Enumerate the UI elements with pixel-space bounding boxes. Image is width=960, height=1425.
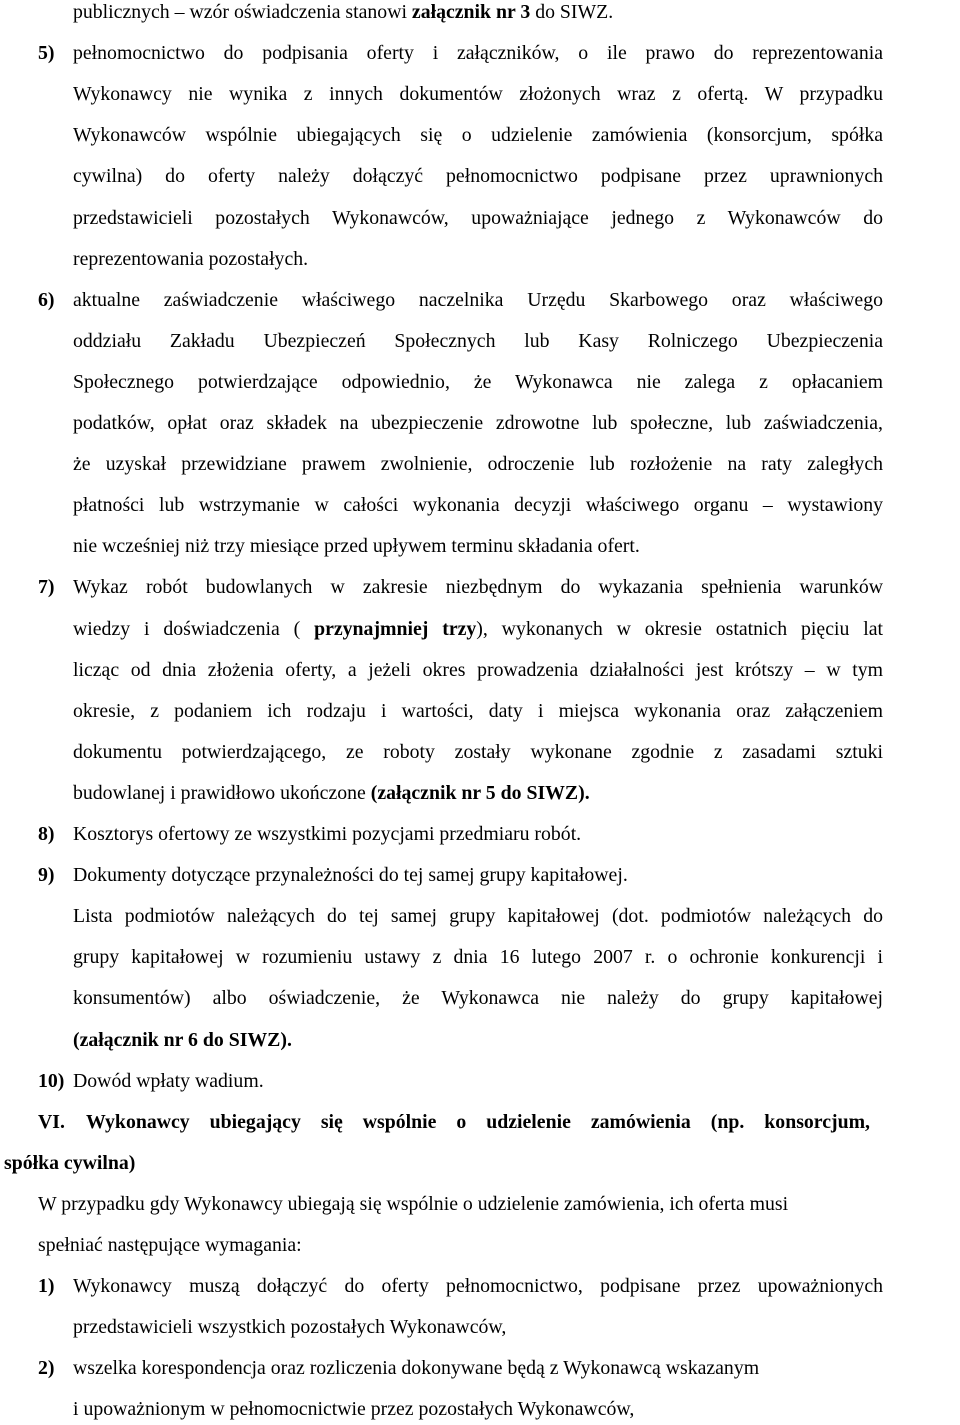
text-line (73, 740, 883, 764)
list-number: 5) (38, 42, 55, 65)
text-run: pełnomocnictwo do podpisania oferty i załączników, o ile prawo do reprezentowania (73, 42, 883, 65)
text-line (4, 1151, 135, 1175)
text-line (73, 617, 883, 641)
text-line (73, 1028, 292, 1052)
list-number: 6) (38, 288, 55, 311)
text-run: spełniać następujące wymagania: (38, 1234, 302, 1256)
text-run: nie wcześniej niż trzy miesiące przed upływem terminu składania ofert. (73, 535, 640, 558)
text-line (73, 534, 640, 558)
text-line (86, 1110, 870, 1134)
text-run: wiedzy i doświadczenia ( (73, 617, 315, 640)
text-line (73, 1069, 264, 1093)
text-run: W przypadku gdy Wykonawcy ubiegają się wspólnie o udzielenie zamówienia, ich oferta musi (38, 1192, 789, 1215)
text-line (73, 206, 883, 230)
text-line (73, 1356, 759, 1380)
text-run: konsumentów) albo oświadczenie, że Wykonawca nie należy do grupy kapitałowej (73, 987, 883, 1010)
bold-text: spółka cywilna) (4, 1151, 136, 1174)
text-run: Społecznego potwierdzające odpowiednio, że Wykonawca nie zalega z opłacaniem (73, 370, 883, 393)
text-line (38, 1192, 788, 1216)
text-run: Wykonawcy muszą dołączyć do oferty pełnomocnictwo, podpisane przez upoważnionych (73, 1275, 883, 1298)
list-number: 2) (38, 1357, 55, 1380)
text-run: Wykaz robót budowlanych w zakresie niezbędnym do wykazania spełnienia warunków (73, 576, 883, 599)
text-run: do SIWZ. (530, 1, 614, 23)
text-line (73, 658, 883, 682)
text-line (73, 863, 628, 887)
text-line (73, 41, 883, 65)
list-number: 9) (38, 864, 55, 887)
text-run: dokumentu potwierdzającego, ze roboty zostały wykonane zgodnie z zasadami sztuki (73, 740, 883, 763)
text-run: publicznych – wzór oświadczenia stanowi (73, 1, 412, 23)
text-run: okresie, z podaniem ich rodzaju i wartości, daty i miejsca wykonania oraz załączeniem (73, 699, 883, 722)
text-line (73, 493, 883, 517)
text-run: przedstawicieli wszystkich pozostałych Wykonawców, (73, 1316, 507, 1339)
text-line (38, 1233, 302, 1257)
text-line (73, 370, 883, 394)
text-run: podatków, opłat oraz składek na ubezpieczenie zdrowotne lub społeczne, lub zaświadczenia, (73, 412, 883, 434)
list-number: 10) (38, 1069, 65, 1092)
text-line (73, 781, 590, 805)
text-run: ), wykonanych w okresie ostatnich pięciu lat (476, 617, 883, 640)
text-run: wszelka korespondencja oraz rozliczenia dokonywane będą z Wykonawcą wskazanym (73, 1357, 760, 1380)
text-run: Dowód wpłaty wadium. (73, 1069, 264, 1092)
text-line (73, 123, 883, 147)
text-run: reprezentowania pozostałych. (73, 247, 309, 270)
text-run: oddziału Zakładu Ubezpieczeń Społecznych lub Kasy Rolniczego Ubezpieczenia (73, 329, 883, 352)
text-line (73, 329, 883, 353)
bold-text: (załącznik nr 5 do SIWZ). (370, 781, 590, 804)
text-run: przedstawicieli pozostałych Wykonawców, upoważniające jednego z Wykonawców do (73, 206, 883, 229)
text-run: Wykonawcy nie wynika z innych dokumentów złożonych wraz z ofertą. W przypadku (73, 83, 883, 106)
text-run: płatności lub wstrzymanie w całości wykonania decyzji właściwego organu – wystawiony (73, 494, 883, 517)
text-line (73, 945, 883, 969)
text-run: aktualne zaświadczenie właściwego naczelnika Urzędu Skarbowego oraz właściwego (73, 288, 883, 311)
text-line (73, 1274, 883, 1298)
text-run: Lista podmiotów należących do tej samej grupy kapitałowej (dot. podmiotów należących do (73, 905, 883, 928)
bold-text: załącznik nr 3 (411, 1, 531, 23)
text-line (73, 986, 883, 1010)
text-run: licząc od dnia złożenia oferty, a jeżeli okres prowadzenia działalności jest krótszy – w tym (73, 658, 883, 681)
list-number: 1) (38, 1275, 55, 1298)
text-run: Dokumenty dotyczące przynależności do tej samej grupy kapitałowej. (73, 864, 628, 887)
text-line (73, 82, 883, 106)
text-line (73, 822, 581, 846)
text-run: Kosztorys ofertowy ze wszystkimi pozycjami przedmiaru robót. (73, 823, 582, 845)
text-run: cywilna) do oferty należy dołączyć pełnomocnictwo podpisane przez uprawnionych (73, 165, 883, 188)
text-line (73, 452, 883, 476)
bold-text: Wykonawcy ubiegający się wspólnie o udzielenie zamówienia (np. konsorcjum, (86, 1110, 870, 1133)
text-line (73, 0, 613, 24)
text-line (73, 904, 883, 928)
text-run: budowlanej i prawidłowo ukończone (73, 781, 371, 804)
list-number: VI. (38, 1110, 65, 1133)
list-number: 8) (38, 823, 55, 845)
list-number: 7) (38, 576, 55, 599)
text-line (73, 411, 883, 435)
bold-text: (załącznik nr 6 do SIWZ). (73, 1028, 292, 1051)
text-line (73, 1397, 634, 1421)
text-run: i upoważnionym w pełnomocnictwie przez pozostałych Wykonawców, (73, 1398, 635, 1421)
text-run: grupy kapitałowej w rozumieniu ustawy z dnia 16 lutego 2007 r. o ochronie konkurencji i (73, 946, 883, 969)
text-line (73, 575, 883, 599)
text-line (73, 699, 883, 723)
text-line (73, 1315, 506, 1339)
text-run: Wykonawców wspólnie ubiegających się o udzielenie zamówienia (konsorcjum, spółka (73, 124, 883, 147)
text-line (73, 164, 883, 188)
text-line (73, 288, 883, 312)
bold-text: przynajmniej trzy (314, 617, 477, 640)
text-run: że uzyskał przewidziane prawem zwolnienie, odroczenie lub rozłożenie na raty zaległych (73, 453, 883, 476)
text-line (73, 247, 308, 271)
